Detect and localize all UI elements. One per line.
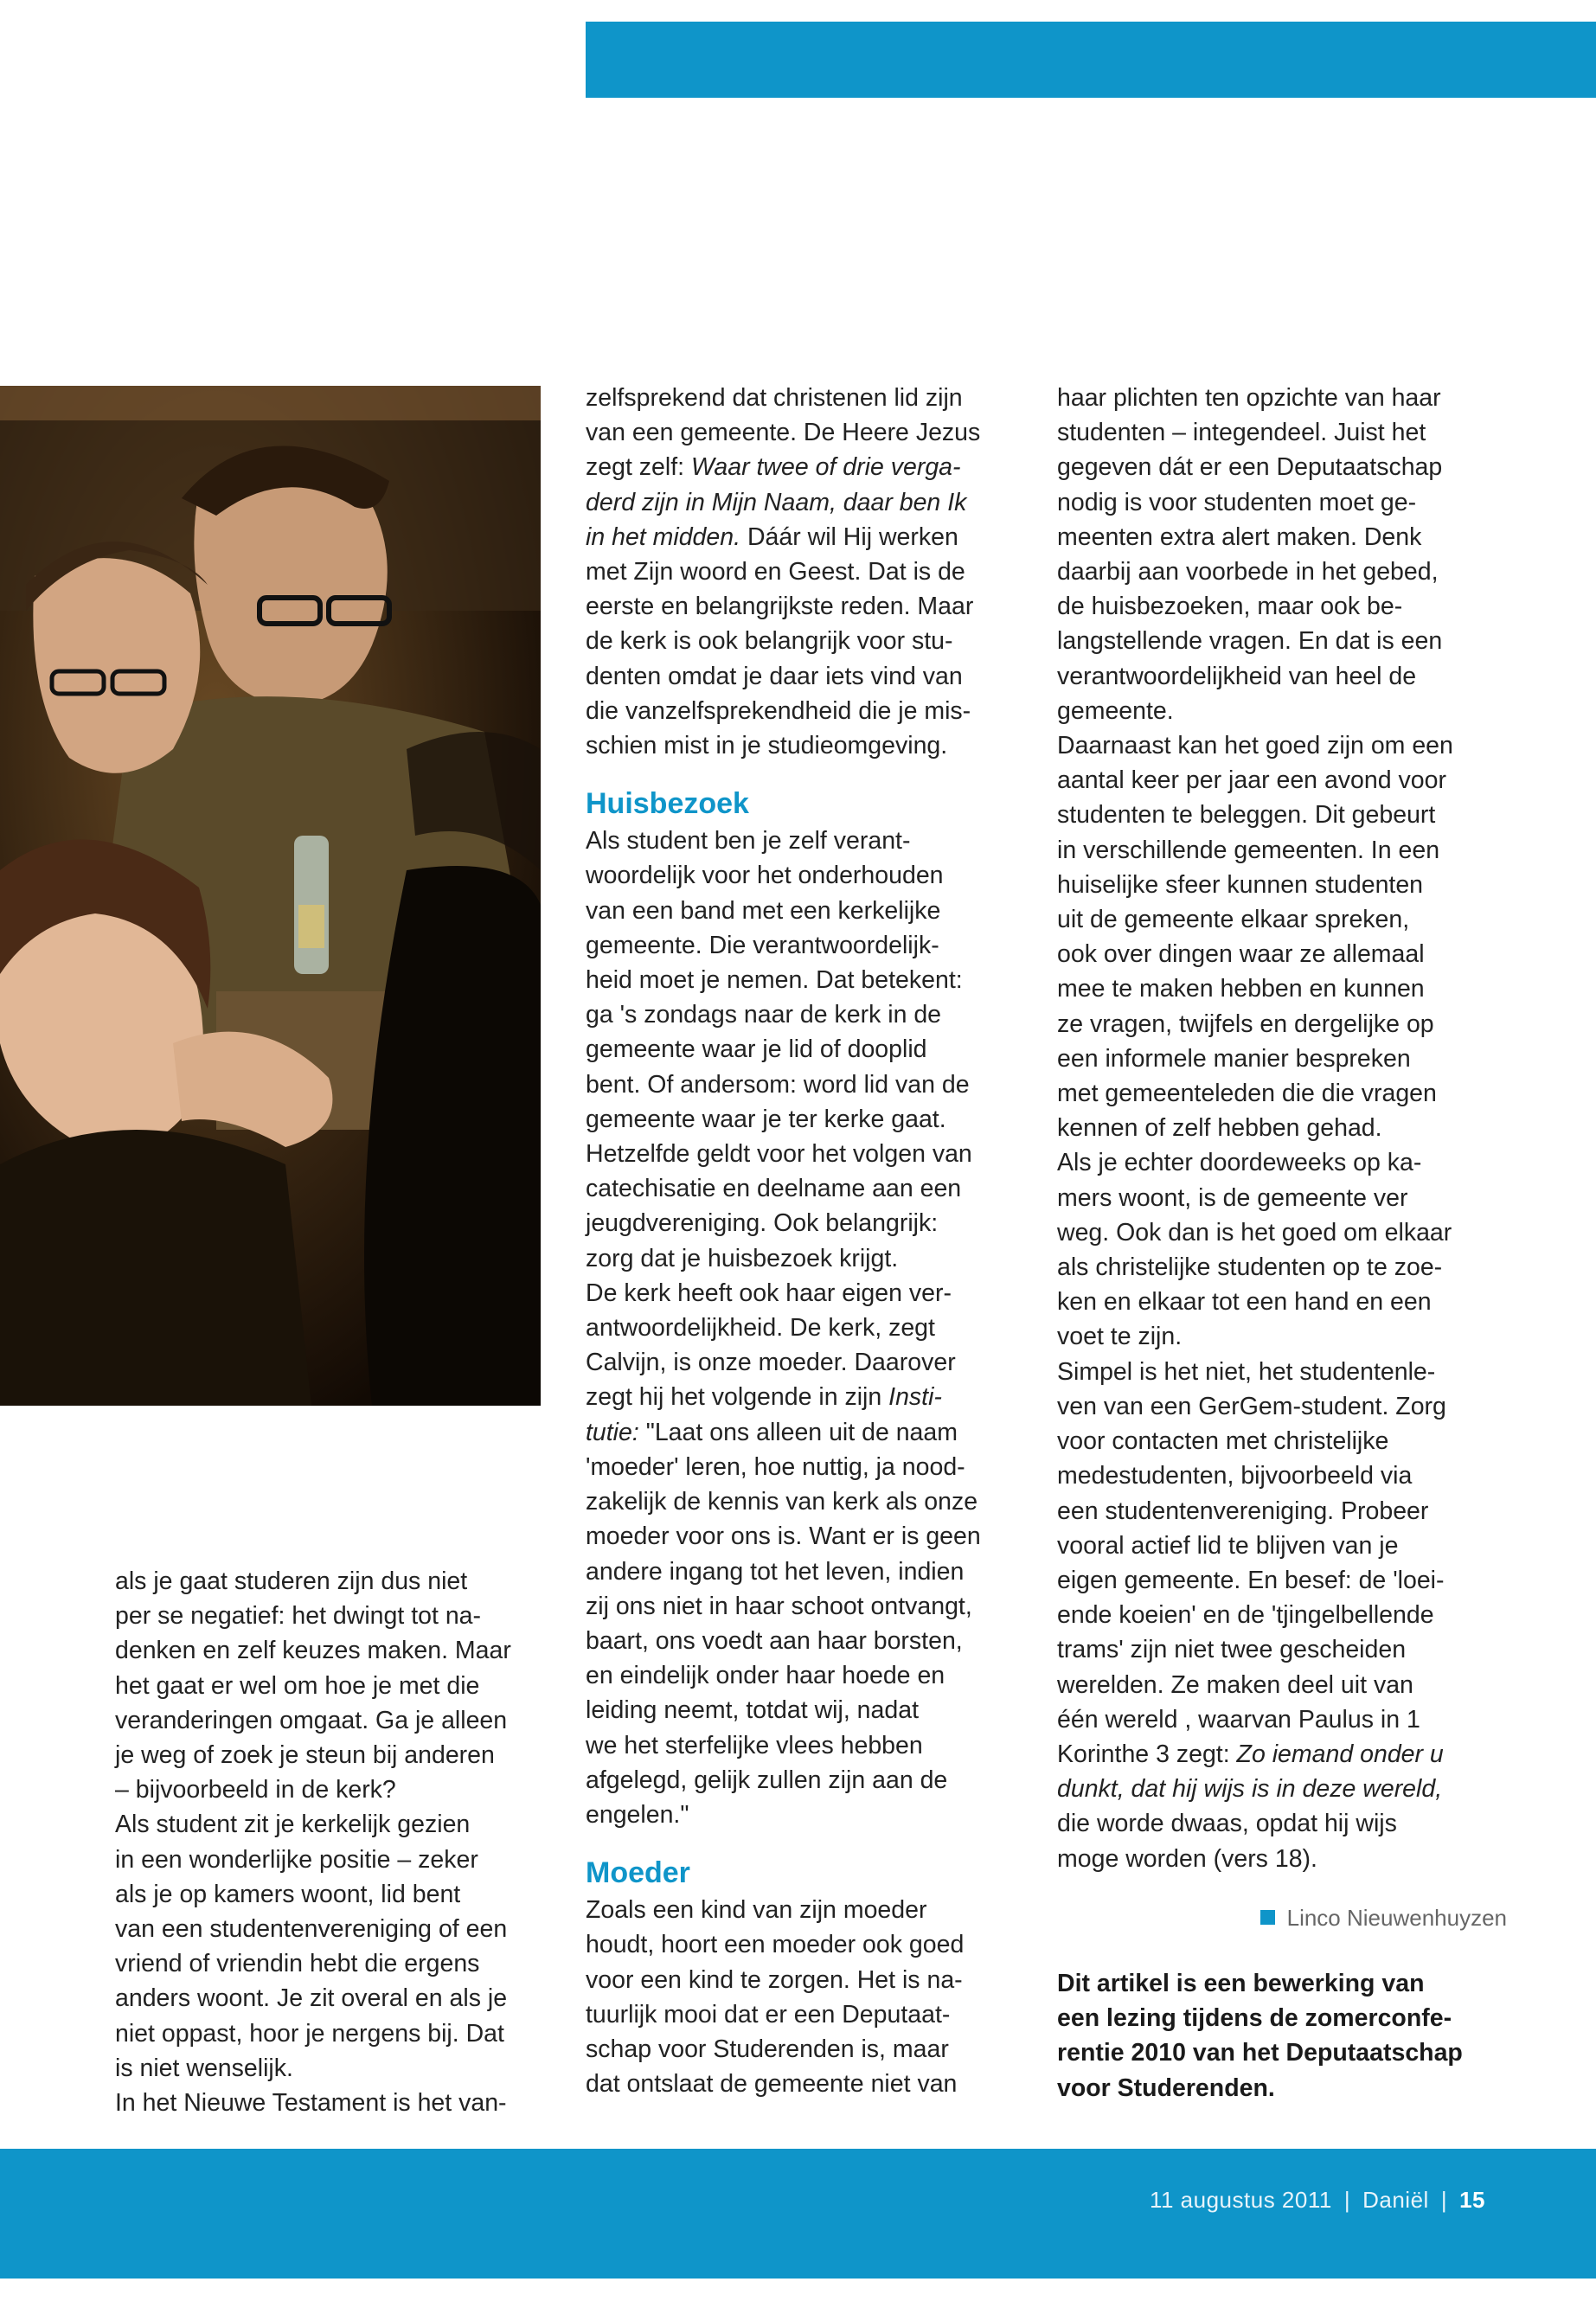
text-line: 'moeder' leren, hoe nuttig, ja nood- <box>586 1452 965 1481</box>
text-line: je weg of zoek je steun bij anderen <box>115 1741 495 1770</box>
text-line: ga 's zondags naar de kerk in de <box>586 1001 942 1029</box>
text-line: gemeente waar je lid of dooplid <box>586 1035 927 1064</box>
text-line: andere ingang tot het leven, indien <box>586 1557 965 1586</box>
text-line: tuurlijk mooi dat er een Deputaat- <box>586 2000 951 2029</box>
magazine-name: Daniël <box>1362 2187 1429 2213</box>
italic-span: Zo iemand onder u <box>1236 1740 1444 1768</box>
note-line: Dit artikel is een bewerking van <box>1057 1969 1425 1997</box>
italic-span: dunkt, dat hij wijs is in deze wereld, <box>1057 1775 1443 1804</box>
text-line: als je op kamers woont, lid bent <box>115 1880 461 1908</box>
column-3 <box>1057 381 1507 2106</box>
text-line <box>1057 1772 1507 1806</box>
text-line: antwoordelijkheid. De kerk, zegt <box>586 1314 935 1343</box>
article-photo <box>0 386 541 1406</box>
text-line: aantal keer per jaar een avond voor <box>1057 766 1446 795</box>
text-line: moge worden (vers 18). <box>1057 1844 1317 1873</box>
text-line: niet oppast, hoor je nergens bij. Dat <box>115 2019 504 2048</box>
footer-separator: | <box>1343 2187 1351 2213</box>
text-line: ven van een GerGem-student. Zorg <box>1057 1392 1446 1420</box>
text-line <box>586 1415 1018 1450</box>
text-line: ze vragen, twijfels en dergelijke op <box>1057 1009 1434 1038</box>
text-line: Hetzelfde geldt voor het volgen van <box>586 1140 972 1169</box>
text-line: die vanzelfsprekendheid die je mis- <box>586 696 971 725</box>
text-line: en eindelijk onder haar hoede en <box>586 1662 945 1690</box>
text-line: de huisbezoeken, maar ook be- <box>1057 593 1403 621</box>
text-line: haar plichten ten opzichte van haar <box>1057 384 1441 412</box>
text-line: gegeven dát er een Deputaatschap <box>1057 453 1443 482</box>
text-line: per se negatief: het dwingt tot na- <box>115 1602 482 1631</box>
text-line: vriend of vriendin hebt die ergens <box>115 1950 480 1978</box>
text-line <box>586 485 1018 520</box>
text-line: meenten extra alert maken. Denk <box>1057 522 1422 551</box>
text-line: trams' zijn niet twee gescheiden <box>1057 1636 1407 1664</box>
column-1 <box>115 1564 548 2120</box>
text-line: voet te zijn. <box>1057 1323 1183 1351</box>
text-line: gemeente. Die verantwoordelijk- <box>586 931 939 959</box>
text-line: huiselijke sfeer kunnen studenten <box>1057 870 1424 899</box>
text-line: veranderingen omgaat. Ga je alleen <box>115 1706 508 1734</box>
text-span: Korinthe 3 zegt: <box>1057 1740 1237 1768</box>
text-line <box>586 450 1018 484</box>
text-span: "Laat ons alleen uit de naam <box>638 1418 958 1446</box>
text-line: leiding neemt, totdat wij, nadat <box>586 1696 919 1725</box>
italic-span: derd zijn in Mijn Naam, daar ben Ik <box>586 488 967 516</box>
text-line: catechisatie en deelname aan een <box>586 1175 962 1203</box>
text-line: zij ons niet in haar schoot ontvangt, <box>586 1592 972 1620</box>
footer-bar <box>0 2149 1596 2279</box>
text-line: Daarnaast kan het goed zijn om een <box>1057 732 1453 760</box>
article-note <box>1057 1966 1507 2106</box>
text-line: Simpel is het niet, het studentenle- <box>1057 1357 1436 1386</box>
text-line: als christelijke studenten op te zoe- <box>1057 1253 1443 1282</box>
note-line: een lezing tijdens de zomerconfe- <box>1057 2004 1452 2033</box>
text-line: nodig is voor studenten moet ge- <box>1057 488 1417 516</box>
text-line: één wereld , waarvan Paulus in 1 <box>1057 1705 1420 1734</box>
text-line: uit de gemeente elkaar spreken, <box>1057 906 1410 934</box>
text-line: het gaat er wel om hoe je met die <box>115 1671 480 1700</box>
text-line: Calvijn, is onze moeder. Daarover <box>586 1349 956 1377</box>
text-line: schap voor Studerenden is, maar <box>586 2035 949 2063</box>
text-line: gemeente waar je ter kerke gaat. <box>586 1105 946 1133</box>
text-line: engelen." <box>586 1800 689 1829</box>
text-line: met Zijn woord en Geest. Dat is de <box>586 558 965 586</box>
text-line: van een band met een kerkelijke <box>586 896 941 925</box>
footer-separator: | <box>1440 2187 1448 2213</box>
text-line: studenten – integendeel. Juist het <box>1057 419 1426 447</box>
italic-span: tutie: <box>586 1418 639 1446</box>
square-bullet-icon <box>1260 1910 1275 1925</box>
text-line: voor een kind te zorgen. Het is na- <box>586 1965 963 1994</box>
text-line: de kerk is ook belangrijk voor stu- <box>586 627 953 656</box>
note-line: voor Studerenden. <box>1057 2073 1275 2102</box>
text-line: studenten te beleggen. Dit gebeurt <box>1057 801 1436 830</box>
text-line: medestudenten, bijvoorbeeld via <box>1057 1462 1413 1490</box>
text-line: heid moet je nemen. Dat betekent: <box>586 966 963 995</box>
italic-span: Waar twee of drie verga- <box>690 453 961 482</box>
text-line: met gemeenteleden die die vragen <box>1057 1080 1437 1108</box>
italic-span: Insti- <box>888 1383 942 1412</box>
text-line: gemeente. <box>1057 696 1174 725</box>
text-line: mee te maken hebben en kunnen <box>1057 975 1425 1003</box>
text-line: Als student zit je kerkelijk gezien <box>115 1811 471 1839</box>
text-line: Als student ben je zelf verant- <box>586 827 911 856</box>
text-line: een studentenvereniging. Probeer <box>1057 1497 1429 1525</box>
text-line: denken en zelf keuzes maken. Maar <box>115 1637 511 1665</box>
text-line: zakelijk de kennis van kerk als onze <box>586 1488 978 1516</box>
text-line: voor contacten met christelijke <box>1057 1427 1389 1456</box>
text-line: mers woont, is de gemeente ver <box>1057 1183 1408 1212</box>
section-heading-huisbezoek: Huisbezoek <box>586 787 749 821</box>
text-line: kennen of zelf hebben gehad. <box>1057 1114 1382 1143</box>
text-line: we het sterfelijke vlees hebben <box>586 1731 923 1759</box>
text-line <box>1057 1737 1507 1772</box>
text-span: Dáár wil Hij werken <box>740 522 958 551</box>
photo-illustration <box>0 386 541 1406</box>
text-line: bent. Of andersom: word lid van de <box>586 1070 970 1099</box>
note-line: rentie 2010 van het Deputaatschap <box>1057 2039 1463 2067</box>
text-line: Als je echter doordeweeks op ka- <box>1057 1149 1422 1177</box>
text-line: denten omdat je daar iets vind van <box>586 662 963 690</box>
text-line: zelfsprekend dat christenen lid zijn <box>586 384 963 412</box>
text-line: eigen gemeente. En besef: de 'loei- <box>1057 1566 1445 1594</box>
text-line: Zoals een kind van zijn moeder <box>586 1896 927 1925</box>
text-line: baart, ons voedt aan haar borsten, <box>586 1626 963 1655</box>
text-line: ook over dingen waar ze allemaal <box>1057 940 1425 969</box>
page-footer <box>1150 2187 1485 2214</box>
author-name: Linco Nieuwenhuyzen <box>1286 1904 1507 1931</box>
text-line: ken en elkaar tot een hand en een <box>1057 1288 1432 1317</box>
text-line: een informele manier bespreken <box>1057 1044 1411 1073</box>
text-line <box>586 1380 1018 1414</box>
text-line: die worde dwaas, opdat hij wijs <box>1057 1810 1397 1838</box>
text-line: zorg dat je huisbezoek krijgt. <box>586 1244 899 1272</box>
text-line: jeugdvereniging. Ook belangrijk: <box>586 1209 939 1238</box>
column-2 <box>586 381 1018 2101</box>
text-line: houdt, hoort een moeder ook goed <box>586 1931 965 1959</box>
section-heading-moeder: Moeder <box>586 1856 690 1890</box>
text-line: verantwoordelijkheid van heel de <box>1057 662 1417 690</box>
text-span: zegt hij het volgende in zijn <box>586 1383 889 1412</box>
text-line: eerste en belangrijkste reden. Maar <box>586 593 974 621</box>
text-line: anders woont. Je zit overal en als je <box>115 1984 508 2013</box>
text-line <box>586 520 1018 554</box>
text-line: weg. Ook dan is het goed om elkaar <box>1057 1218 1452 1247</box>
text-line: in een wonderlijke positie – zeker <box>115 1845 478 1874</box>
text-line: De kerk heeft ook haar eigen ver- <box>586 1279 952 1307</box>
text-line: In het Nieuwe Testament is het van- <box>115 2089 507 2118</box>
top-accent-bar <box>586 22 1596 98</box>
issue-date: 11 augustus 2011 <box>1149 2187 1332 2213</box>
text-line: schien mist in je studieomgeving. <box>586 732 948 760</box>
text-line: afgelegd, gelijk zullen zijn aan de <box>586 1766 948 1794</box>
text-line: in verschillende gemeenten. In een <box>1057 836 1440 864</box>
text-line: – bijvoorbeeld in de kerk? <box>115 1776 396 1804</box>
italic-span: in het midden. <box>586 522 741 551</box>
text-line: van een gemeente. De Heere Jezus <box>586 419 981 447</box>
text-line: woordelijk voor het onderhouden <box>586 862 944 890</box>
text-line: als je gaat studeren zijn dus niet <box>115 1567 468 1595</box>
text-line: is niet wenselijk. <box>115 2054 293 2082</box>
text-line: van een studentenvereniging of een <box>115 1915 508 1944</box>
text-span: zegt zelf: <box>586 453 691 482</box>
text-line: daarbij aan voorbede in het gebed, <box>1057 558 1439 586</box>
text-line: ende koeien' en de 'tjingelbellende <box>1057 1601 1434 1630</box>
text-line: werelden. Ze maken deel uit van <box>1057 1670 1413 1699</box>
text-line: dat ontslaat de gemeente niet van <box>586 2070 958 2099</box>
text-line: vooral actief lid te blijven van je <box>1057 1531 1399 1560</box>
page-number: 15 <box>1459 2187 1485 2213</box>
author-byline <box>1057 1900 1507 1935</box>
text-line: langstellende vragen. En dat is een <box>1057 627 1443 656</box>
text-line: moeder voor ons is. Want er is geen <box>586 1522 981 1551</box>
